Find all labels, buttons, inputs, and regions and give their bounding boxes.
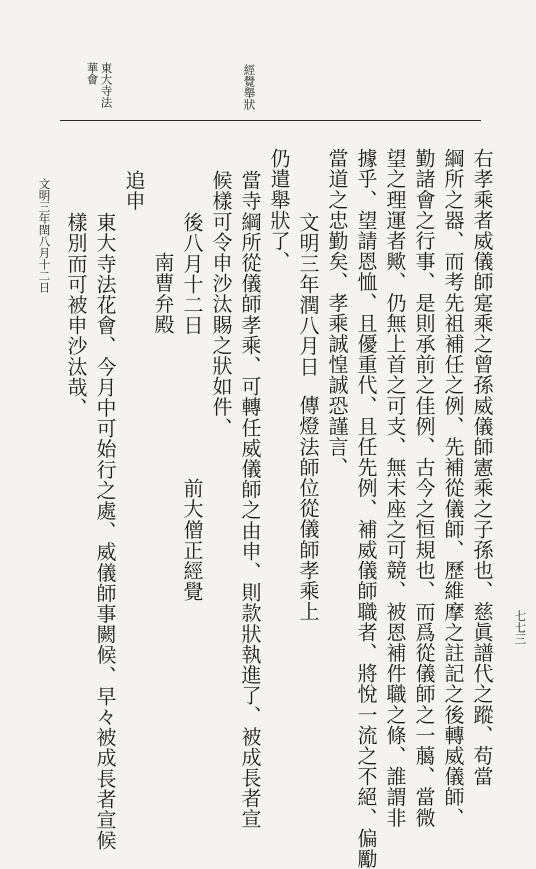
addressee: 南曹弁殿	[151, 252, 175, 335]
text-column-1: 右孝乘者威儀師寔乘之曾孫威儀師憲乘之子孫也、慈眞譜代之蹤、苟當	[470, 148, 494, 787]
postscript-heading: 追申	[122, 170, 146, 212]
page-number: 七七三	[513, 610, 528, 645]
text-column-4: 望之理運者歟、仍無上首之可支、無末座之可競、被恩補件職之條、誰謂非	[383, 148, 407, 828]
header-rule	[60, 120, 481, 121]
text-column-8: 仍遣舉狀了、	[267, 148, 291, 272]
header-section-title: 經覺舉狀	[242, 64, 257, 110]
text-column-2: 綱所之器、而考先祖補任之例、先補從儀師、歷維摩之註記之後轉威儀師、	[441, 148, 465, 828]
postscript-column-2: 樣別而可被申沙汰哉、	[64, 212, 88, 418]
letter-date: 後八月十二日	[180, 212, 204, 336]
letter-signature: 前大僧正經覺	[180, 478, 204, 602]
text-column-5: 據乎、望請恩恤、且優重代、且任先例、補威儀師職者、將悅一流之不絕、偏勵	[354, 148, 378, 869]
postscript-column-1: 東大寺法花會、今月中可始行之處、威儀師事闕候、早々被成長者宣候	[93, 212, 117, 851]
petition-date: 文明三年潤八月日	[296, 212, 320, 377]
text-column-6: 當道之忠勤矣、孝乘誠惶誠恐謹言、	[325, 148, 349, 478]
header-source-line1: 東大寺法	[99, 62, 114, 108]
text-column-10: 候樣可令申沙汰賜之狀如件、	[209, 170, 233, 438]
text-column-9: 當寺綱所從儀師孝乘、可轉任威儀師之由申、則款狀執進了、被成長者宣	[238, 170, 262, 830]
petition-signature: 傳燈法師位從儀師孝乘上	[296, 395, 320, 622]
header-source-line2: 華會	[85, 62, 100, 85]
margin-date: 文明三年閏八月十二日	[37, 178, 52, 293]
text-column-3: 勤諸會之行事、是則承前之佳例、古今之恒規也、而爲從儀師之一﨟、當微	[412, 148, 436, 828]
